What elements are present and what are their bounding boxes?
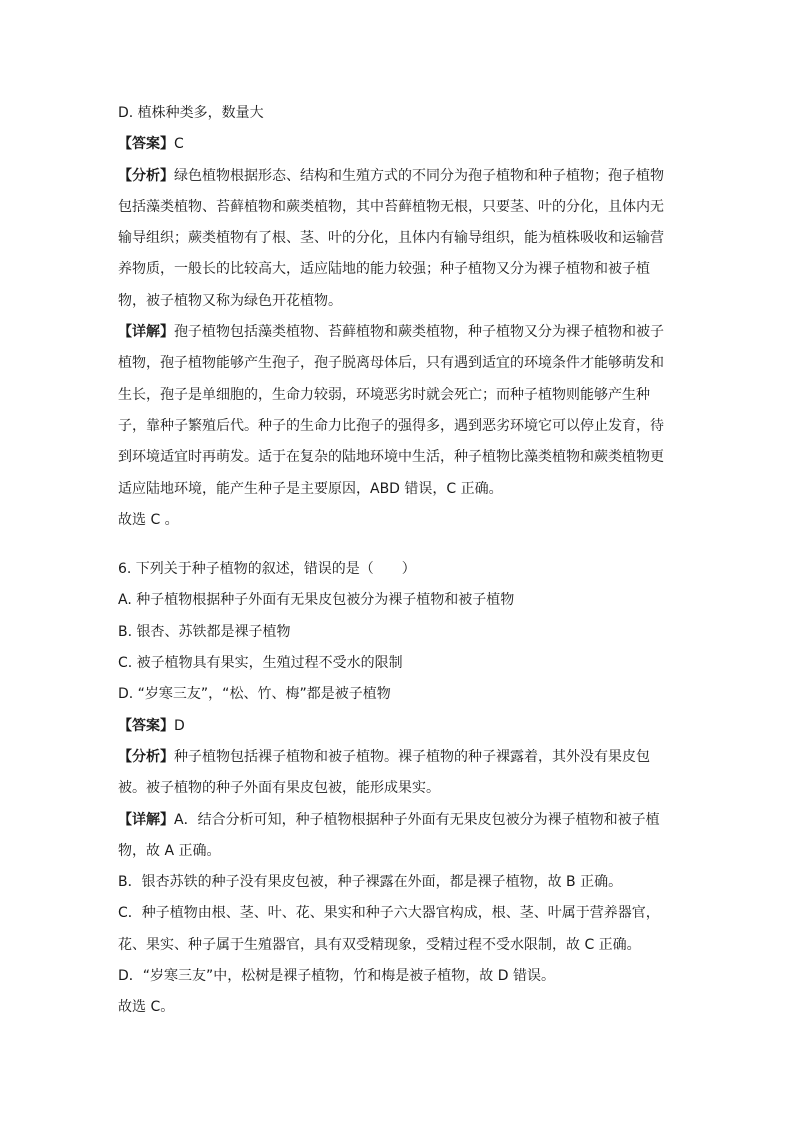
q6-answer	[118, 711, 678, 742]
q5-answer-tag: 【答案】	[118, 136, 174, 153]
q5-detail-line: 植物，孢子植物能够产生孢子，孢子脱离母体后，只有遇到适宜的环境条件才能够萌发和	[118, 355, 664, 372]
q5-analysis-text: 绿色植物根据形态、结构和生殖方式的不同分为孢子植物和种子植物；孢子植物	[174, 167, 664, 184]
q6-detail-line: D．“岁寒三友”中，松树是裸子植物，竹和梅是被子植物，故 D 错误。	[118, 968, 555, 985]
q5-detail-line: 子，靠种子繁殖后代。种子的生命力比孢子的强得多，遇到恶劣环境它可以停止发育，待	[118, 417, 664, 434]
q5-detail-tag: 【详解】	[118, 324, 174, 341]
q6-analysis-line: 被。被子植物的种子外面有果皮包被，能形成果实。	[118, 780, 440, 797]
q6-detail-tag: 【详解】	[118, 811, 174, 828]
q5-analysis-line: 物，被子植物又称为绿色开花植物。	[118, 292, 342, 309]
q6-option-d: D. “岁寒三友”，“松、竹、梅”都是被子植物	[118, 686, 391, 703]
q5-analysis-line	[118, 161, 678, 192]
q6-analysis-tag: 【分析】	[118, 748, 174, 765]
q6-analysis-text: 种子植物包括裸子植物和被子植物。裸子植物的种子裸露着，其外没有果皮包	[174, 748, 650, 765]
q5-analysis-line: 养物质，一般长的比较高大，适应陆地的能力较强；种子植物又分为裸子植物和被子植	[118, 261, 650, 278]
q5-analysis-line: 输导组织；蕨类植物有了根、茎、叶的分化，且体内有输导组织，能为植株吸收和运输营	[118, 230, 664, 247]
q6-detail-line: 花、果实、种子属于生殖器官，具有双受精现象，受精过程不受水限制，故 C 正确。	[118, 936, 641, 953]
q6-detail-line: B．银杏苏铁的种子没有果皮包被，种子裸露在外面，都是裸子植物，故 B 正确。	[118, 874, 623, 891]
q6-conclusion: 故选 C。	[118, 999, 175, 1016]
q6-answer-tag: 【答案】	[118, 717, 174, 734]
q6-option-b: B. 银杏、苏铁都是裸子植物	[118, 623, 291, 640]
q6-answer-value: D	[174, 717, 185, 734]
q5-detail-line: 适应陆地环境，能产生种子是主要原因，ABD 错误，C 正确。	[118, 480, 503, 497]
q6-detail-line: C．种子植物由根、茎、叶、花、果实和种子六大器官构成，根、茎、叶属于营养器官，	[118, 905, 660, 922]
q5-detail-line: 生长，孢子是单细胞的，生命力较弱，环境恶劣时就会死亡；而种子植物则能够产生种	[118, 386, 650, 403]
q5-analysis-line: 包括藻类植物、苔藓植物和蕨类植物，其中苔藓植物无根，只要茎、叶的分化，且体内无	[118, 198, 664, 215]
q5-answer-value: C	[174, 136, 184, 153]
q6-detail-line: 物，故 A 正确。	[118, 842, 221, 859]
q5-answer	[118, 129, 678, 160]
q5-analysis-tag: 【分析】	[118, 167, 174, 184]
q5-option-d: D. 植株种类多，数量大	[118, 105, 264, 121]
q6-detail-text: A．结合分析可知，种子植物根据种子外面有无果皮包被分为裸子植物和被子植	[174, 811, 660, 828]
q6-stem: 6. 下列关于种子植物的叙述，错误的是（ ）	[118, 561, 416, 578]
q5-detail-line	[118, 317, 678, 348]
q5-detail-line: 到环境适宜时再萌发。适于在复杂的陆地环境中生活，种子植物比藻类植物和蕨类植物更	[118, 449, 664, 466]
document-page	[118, 98, 678, 1024]
q5-detail-text: 孢子植物包括藻类植物、苔藓植物和蕨类植物，种子植物又分为裸子植物和被子	[174, 324, 664, 341]
q6-detail-line	[118, 805, 678, 836]
q6-option-c: C. 被子植物具有果实，生殖过程不受水的限制	[118, 655, 403, 672]
q6-option-a: A. 种子植物根据种子外面有无果皮包被分为裸子植物和被子植物	[118, 592, 515, 609]
q5-conclusion: 故选 C 。	[118, 511, 179, 528]
q6-analysis-line	[118, 742, 678, 773]
